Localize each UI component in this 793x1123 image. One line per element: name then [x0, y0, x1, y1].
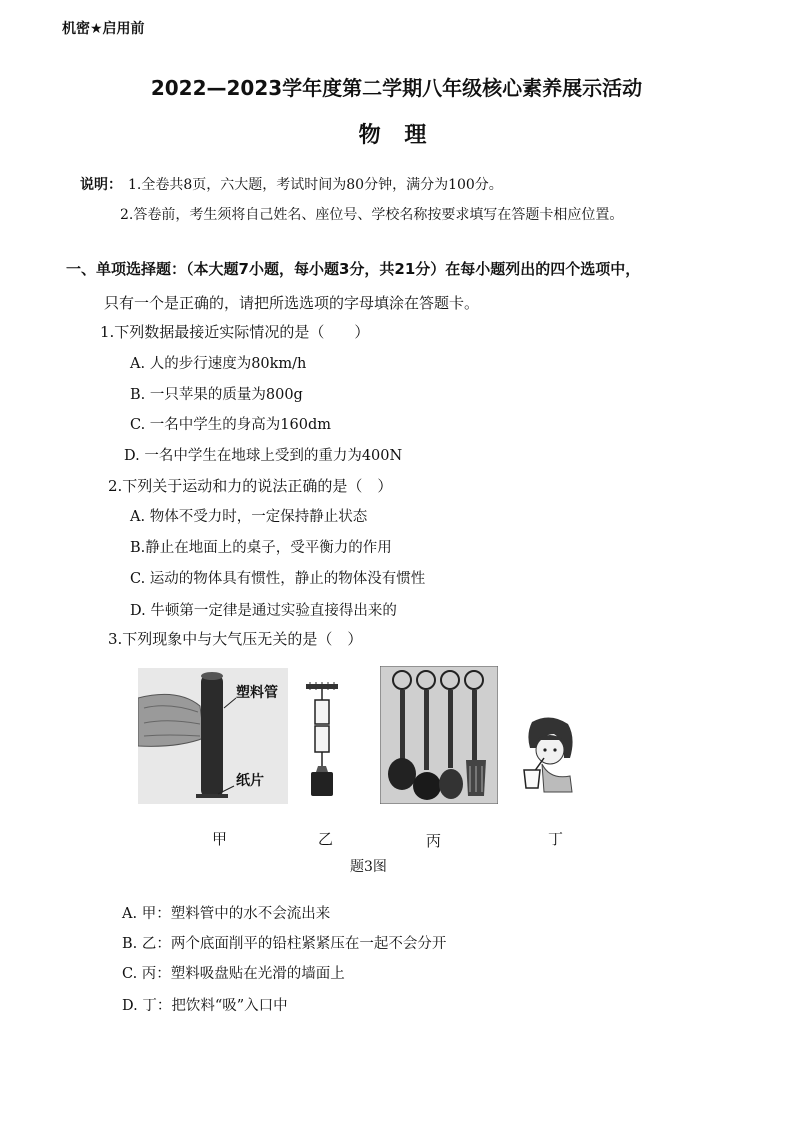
- question-3-stem: 3.下列现象中与大气压无关的是（ ）: [108, 630, 363, 648]
- instructions-line-1: 1.全卷共8页，六大题，考试时间为80分钟，满分为100分。: [128, 177, 503, 193]
- q3-option-c: C. 丙：塑料吸盘贴在光滑的墙面上: [122, 966, 345, 982]
- q1-option-c: C. 一名中学生的身高为160dm: [130, 417, 332, 433]
- figure-caption-jia: 甲: [212, 830, 228, 848]
- figure-caption-yi: 乙: [318, 830, 334, 848]
- label-paper-sheet: 纸片: [236, 773, 264, 789]
- q2-option-c: C. 运动的物体具有惯性，静止的物体没有惯性: [130, 571, 426, 587]
- figure-caption-ding: 丁: [548, 830, 564, 848]
- figure-caption-bing: 丙: [426, 832, 442, 850]
- q1-option-d: D. 一名中学生在地球上受到的重力为400N: [124, 448, 403, 464]
- q3-option-d: D. 丁：把饮料“吸”入口中: [122, 998, 288, 1014]
- question-2-stem: 2.下列关于运动和力的说法正确的是（ ）: [108, 477, 393, 495]
- figure-ding-child-drinking: [514, 714, 584, 794]
- confidential-label: 机密★启用前: [62, 21, 145, 37]
- q3-option-b: B. 乙：两个底面削平的铅柱紧紧压在一起不会分开: [122, 936, 447, 952]
- q3-option-a: A. 甲：塑料管中的水不会流出来: [122, 906, 331, 922]
- question-1-stem: 1.下列数据最接近实际情况的是（ ）: [100, 323, 370, 341]
- q2-option-a: A. 物体不受力时，一定保持静止状态: [130, 509, 368, 525]
- q1-option-a: A. 人的步行速度为80km/h: [130, 356, 307, 372]
- q2-option-b: B.静止在地面上的桌子，受平衡力的作用: [130, 540, 392, 556]
- figure-yi-lead-cylinders: [302, 678, 342, 800]
- section-1-note: 只有一个是正确的，请把所选选项的字母填涂在答题卡。: [104, 294, 480, 312]
- section-1-heading: 一、单项选择题：（本大题7小题，每小题3分，共21分）在每小题列出的四个选项中，: [66, 260, 641, 278]
- figure-title: 题3图: [350, 859, 387, 875]
- subject-title: 物 理: [358, 123, 435, 148]
- instructions-line-2: 2.答卷前，考生须将自己姓名、座位号、学校名称按要求填写在答题卡相应位置。: [120, 207, 624, 223]
- q1-option-b: B. 一只苹果的质量为800g: [130, 387, 303, 403]
- instructions-label: 说明：: [80, 177, 122, 193]
- label-plastic-tube: 塑料管: [236, 685, 278, 701]
- figure-bing-suction-hooks: [380, 666, 498, 804]
- exam-title: 2022—2023学年度第二学期八年级核心素养展示活动: [150, 76, 643, 100]
- q2-option-d: D. 牛顿第一定律是通过实验直接得出来的: [130, 603, 397, 619]
